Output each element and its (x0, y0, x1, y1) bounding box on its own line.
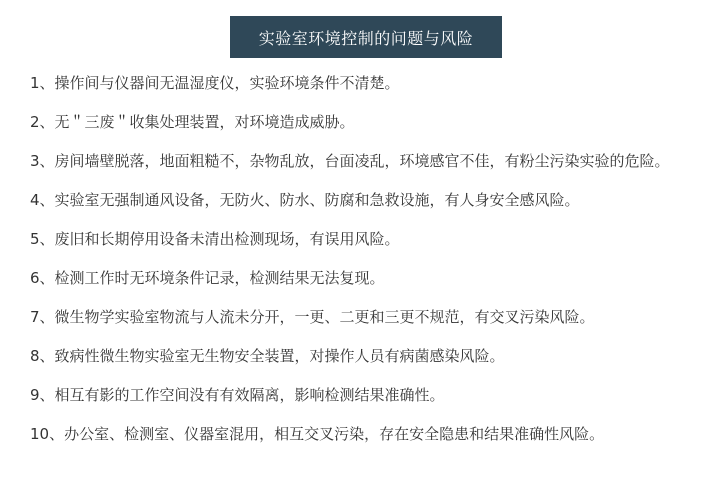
list-item: 8、致病性微生物实验室无生物安全装置，对操作人员有病菌感染风险。 (30, 347, 505, 365)
risk-list (30, 70, 700, 460)
list-item: 5、废旧和长期停用设备未清出检测现场，有误用风险。 (30, 230, 400, 248)
list-item: 6、检测工作时无环境条件记录，检测结果无法复现。 (30, 269, 385, 287)
list-item: 1、操作间与仪器间无温湿度仪，实验环境条件不清楚。 (30, 74, 400, 92)
list-item: 4、实验室无强制通风设备，无防火、防水、防腐和急救设施，有人身安全感风险。 (30, 191, 580, 209)
list-item: 3、房间墙壁脱落，地面粗糙不，杂物乱放，台面凌乱，环境感官不佳，有粉尘污染实验的危险。 (30, 152, 670, 170)
list-item: 9、相互有影的工作空间没有有效隔离，影响检测结果准确性。 (30, 386, 445, 404)
list-item: 2、无＂三废＂收集处理装置，对环境造成威胁。 (30, 113, 355, 131)
list-item: 7、微生物学实验室物流与人流未分开，一更、二更和三更不规范，有交叉污染风险。 (30, 308, 595, 326)
title-banner: 实验室环境控制的问题与风险 (230, 16, 502, 58)
list-item: 10、办公室、检测室、仪器室混用，相互交叉污染，存在安全隐患和结果准确性风险。 (30, 425, 605, 443)
